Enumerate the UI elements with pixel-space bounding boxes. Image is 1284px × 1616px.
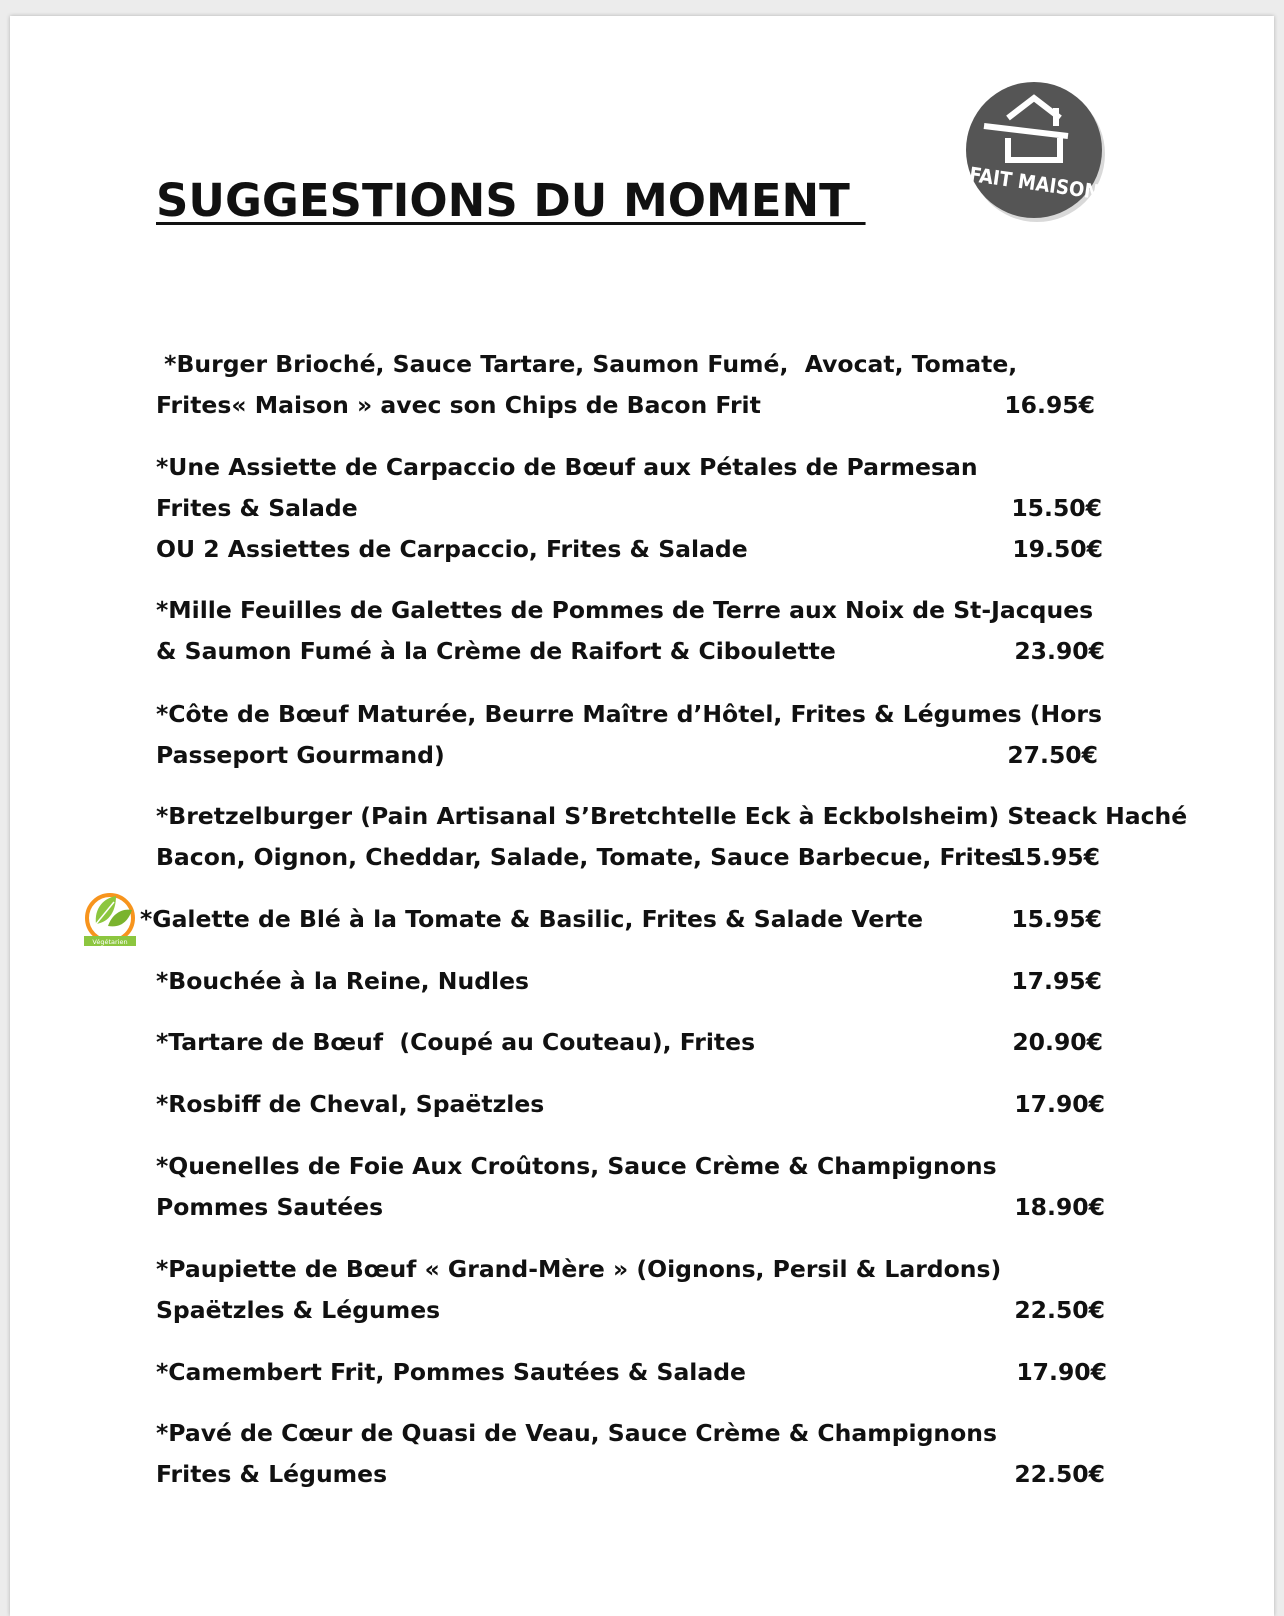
menu-item-price: 17.90€: [1016, 1358, 1107, 1386]
vegetarian-badge: [82, 892, 138, 948]
menu-item-description: *Bouchée à la Reine, Nudles: [156, 967, 529, 995]
menu-line: [156, 488, 1102, 529]
menu-item-description: Passeport Gourmand): [156, 741, 445, 769]
menu-item-description: Bacon, Oignon, Cheddar, Salade, Tomate, Sauce Barbecue, Frites: [156, 843, 1015, 871]
menu-item-price: 19.50€: [1012, 535, 1103, 563]
menu-line: [156, 344, 1102, 385]
menu-item-price: 15.50€: [1011, 494, 1102, 522]
fait-maison-logo: [964, 80, 1106, 222]
menu-item-description: Frites & Légumes: [156, 1460, 388, 1488]
menu-line: [156, 735, 1102, 776]
menu-item-description: Frites« Maison » avec son Chips de Bacon Frit: [156, 391, 761, 419]
menu-line: [156, 447, 1102, 488]
menu-item-price: 18.90€: [1014, 1193, 1105, 1221]
page-title: SUGGESTIONS DU MOMENT: [156, 174, 866, 227]
menu-item-description: *Pavé de Cœur de Quasi de Veau, Sauce Crème & Champignons: [156, 1419, 998, 1447]
menu-item-description: & Saumon Fumé à la Crème de Raifort & Ciboulette: [156, 637, 836, 665]
menu-item-description: *Une Assiette de Carpaccio de Bœuf aux Pétales de Parmesan: [156, 453, 978, 481]
menu-line: [156, 1352, 1107, 1393]
menu-line: [156, 1413, 1102, 1454]
menu-item-description: *Quenelles de Foie Aux Croûtons, Sauce Crème & Champignons: [156, 1152, 997, 1180]
menu-item-price: 23.90€: [1014, 637, 1105, 665]
menu-item-price: 16.95€: [1004, 391, 1095, 419]
menu-line: [156, 1146, 1102, 1187]
menu-item-description: *Mille Feuilles de Galettes de Pommes de Terre aux Noix de St-Jacques: [156, 596, 1094, 624]
menu-item-price: 15.95€: [1009, 843, 1100, 871]
menu-item-description: OU 2 Assiettes de Carpaccio, Frites & Salade: [156, 535, 748, 563]
menu-item-description: *Paupiette de Bœuf « Grand-Mère » (Oignons, Persil & Lardons): [156, 1255, 1002, 1283]
menu-item-description: *Rosbiff de Cheval, Spaëtzles: [156, 1090, 545, 1118]
menu-line: [156, 385, 1102, 426]
menu-line: [156, 961, 1102, 1002]
menu-line: [156, 529, 1102, 570]
menu-item-description: *Côte de Bœuf Maturée, Beurre Maître d’Hôtel, Frites & Légumes (Hors: [156, 700, 1102, 728]
fait-maison-text: FAIT MAISON: [967, 162, 1101, 205]
menu-line: [156, 694, 1102, 735]
menu-item-price: 27.50€: [1007, 741, 1098, 769]
menu-line: [156, 1454, 1105, 1495]
menu-line: [156, 837, 1102, 878]
menu-line: [156, 631, 1105, 672]
menu-item-description: *Bretzelburger (Pain Artisanal S’Bretchtelle Eck à Eckbolsheim) Steack Haché: [156, 802, 1188, 830]
menu-item-price: 17.90€: [1014, 1090, 1105, 1118]
menu-item-description: Frites & Salade: [156, 494, 358, 522]
menu-item-price: 15.95€: [1011, 905, 1102, 933]
menu-item-price: 20.90€: [1012, 1028, 1103, 1056]
vegetarian-label: Végétarien: [92, 938, 128, 946]
menu-line: [140, 899, 1102, 940]
menu-line: [156, 590, 1102, 631]
menu-item-description: *Burger Brioché, Sauce Tartare, Saumon Fumé, Avocat, Tomate,: [156, 350, 1018, 378]
menu-item-description: *Tartare de Bœuf (Coupé au Couteau), Frites: [156, 1028, 756, 1056]
menu-item-price: 22.50€: [1014, 1296, 1105, 1324]
menu-item-price: 22.50€: [1014, 1460, 1105, 1488]
menu-item-description: *Galette de Blé à la Tomate & Basilic, Frites & Salade Verte: [140, 905, 924, 933]
menu-item-price: 17.95€: [1011, 967, 1102, 995]
menu-item-description: *Camembert Frit, Pommes Sautées & Salade: [156, 1358, 746, 1386]
menu-line: [156, 1084, 1105, 1125]
menu-item-description: Pommes Sautées: [156, 1193, 384, 1221]
menu-line: [156, 796, 1188, 837]
menu-item-description: Spaëtzles & Légumes: [156, 1296, 441, 1324]
menu-line: [156, 1187, 1105, 1228]
menu-line: [156, 1022, 1102, 1063]
menu-line: [156, 1249, 1102, 1290]
menu-sheet: [10, 16, 1274, 1616]
menu-line: [156, 1290, 1105, 1331]
